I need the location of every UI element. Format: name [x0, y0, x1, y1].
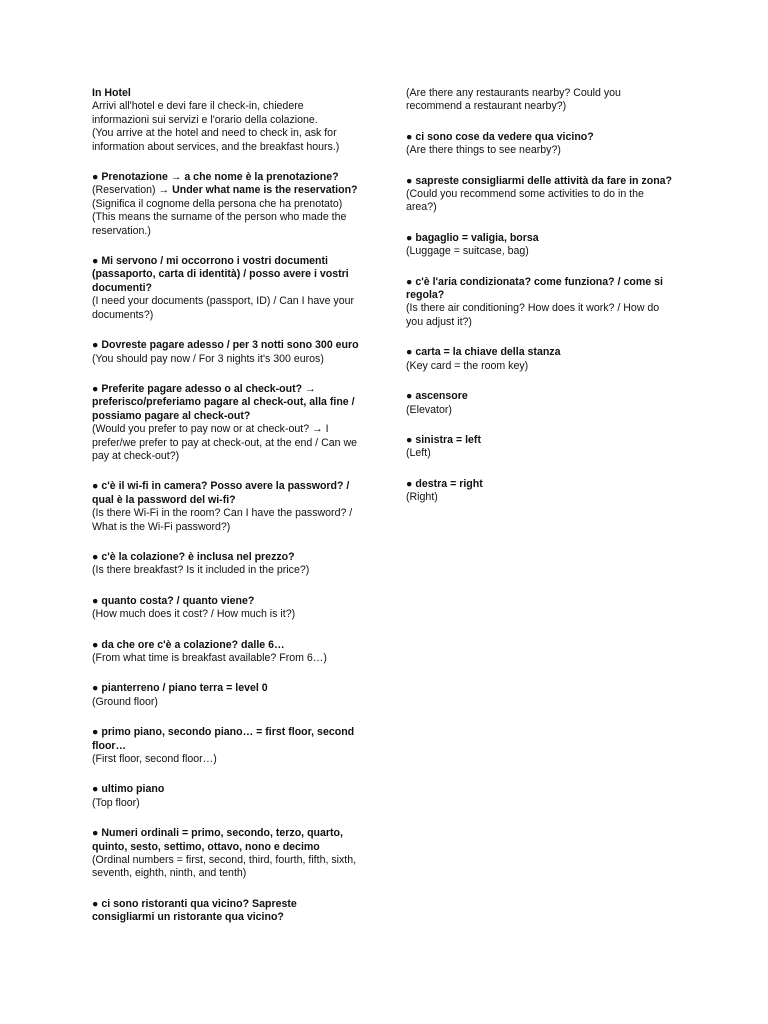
list-item [92, 595, 360, 622]
phrase-italian: ● Numeri ordinali = primo, secondo, terzo, quarto, quinto, sesto, settimo, ottavo, nono e decimo [92, 827, 343, 853]
phrase-italian: ● c'è la colazione? è inclusa nel prezzo? [92, 550, 295, 563]
list-item [406, 346, 676, 373]
list-item [92, 480, 360, 534]
list-item [92, 551, 360, 578]
list-item [406, 434, 676, 461]
reservation-english [92, 184, 360, 197]
list-item [92, 783, 360, 810]
list-item [406, 478, 676, 505]
phrase-english: (Are there things to see nearby?) [406, 144, 561, 157]
right-column [406, 87, 676, 522]
phrase-italian: ● ci sono cose da vedere qua vicino? [406, 130, 594, 143]
phrase-italian: ● destra = right [406, 477, 483, 490]
list-item [92, 682, 360, 709]
phrase-english: (Top floor) [92, 796, 140, 809]
phrase-italian: ● ci sono ristoranti qua vicino? Sapreste consigliarmi un ristorante qua vicino? [92, 897, 297, 924]
phrase-english: (Key card = the room key) [406, 359, 529, 372]
phrase-english: (Elevator) [406, 403, 452, 416]
phrase-italian: ● sinistra = left [406, 433, 481, 446]
phrase-italian: ● sapreste consigliarmi delle attività da fare in zona? [406, 174, 673, 187]
phrase-italian: ● Dovreste pagare adesso / per 3 notti sono 300 euro [92, 339, 359, 352]
phrase-english: (Ground floor) [92, 695, 158, 708]
phrase-italian: ● bagaglio = valigia, borsa [406, 231, 539, 244]
phrase-italian: ● c'è il wi-fi in camera? Posso avere la password? / qual è la password del wi-fi? [92, 480, 350, 506]
list-item [92, 255, 360, 322]
list-item [92, 827, 360, 881]
list-item [406, 175, 676, 215]
list-item [406, 276, 676, 330]
list-item [406, 131, 676, 158]
phrase-english: (Left) [406, 447, 431, 460]
list-item [92, 383, 360, 463]
phrase-italian: ● quanto costa? / quanto viene? [92, 594, 255, 607]
phrase-english: (Would you prefer to pay now or at check-out? → I prefer/we prefer to pay at check-out, at the end / Can we pay at check-out?) [92, 423, 357, 462]
reservation-italian: ● Prenotazione → a che nome è la prenotazione? [92, 171, 339, 184]
phrase-english: (Is there breakfast? Is it included in the price?) [92, 564, 310, 577]
list-item [406, 390, 676, 417]
list-item [92, 726, 360, 766]
phrase-italian: ● ascensore [406, 390, 468, 403]
phrase-english: (Could you recommend some activities to do in the area?) [406, 188, 644, 214]
phrase-english: (Are there any restaurants nearby? Could you recommend a restaurant nearby?) [406, 87, 621, 113]
left-column [92, 87, 360, 942]
list-item [92, 898, 360, 925]
phrase-italian: ● Preferite pagare adesso o al check-out? → preferisco/preferiamo pagare al check-out, alla fine / possiamo pagare al check-out? [92, 382, 355, 422]
list-item [92, 339, 360, 366]
phrase-english: (I need your documents (passport, ID) / Can I have your documents?) [92, 295, 355, 321]
phrase-english: (Luggage = suitcase, bag) [406, 245, 529, 258]
phrase-english: (First floor, second floor…) [92, 753, 217, 766]
phrase-italian: ● da che ore c'è a colazione? dalle 6… [92, 638, 285, 651]
phrase-italian: ● ultimo piano [92, 783, 165, 796]
phrase-italian: ● c'è l'aria condizionata? come funziona? / come si regola? [406, 275, 663, 302]
intro-italian: Arrivi all'hotel e devi fare il check-in, chiedere informazioni sui servizi e l'orario della colazione. [92, 100, 318, 126]
phrase-english: (From what time is breakfast available? From 6…) [92, 652, 327, 664]
reservation-note-italian: (Significa il cognome della persona che ha prenotato) [92, 197, 343, 210]
phrase-english: (Is there air conditioning? How does it work? / How do you adjust it?) [406, 302, 660, 328]
reservation-english-prefix: (Reservation) → [92, 184, 173, 197]
intro-english: (You arrive at the hotel and need to check in, ask for information about services, and the breakfast hours.) [92, 127, 340, 153]
list-item [92, 639, 360, 666]
phrase-english: (You should pay now / For 3 nights it's 300 euros) [92, 352, 324, 365]
reservation-block [92, 171, 360, 238]
list-item [406, 232, 676, 259]
phrase-english: (Right) [406, 491, 438, 504]
reservation-english-bold: Under what name is the reservation? [172, 184, 358, 197]
phrase-italian: ● pianterreno / piano terra = level 0 [92, 682, 268, 695]
phrase-english: (How much does it cost? / How much is it?) [92, 608, 296, 621]
document-title: In Hotel [92, 87, 131, 99]
phrase-italian: ● Mi servono / mi occorrono i vostri documenti (passaporto, carta di identità) / posso avere i vostri documenti? [92, 255, 349, 294]
phrase-english: (Ordinal numbers = first, second, third, fourth, fifth, sixth, seventh, eighth, ninth, and tenth) [92, 854, 357, 880]
phrase-italian: ● carta = la chiave della stanza [406, 346, 561, 359]
intro-block [92, 87, 360, 154]
list-item-continued [406, 87, 676, 114]
phrase-italian: ● primo piano, secondo piano… = first floor, second floor… [92, 726, 355, 752]
phrase-english: (Is there Wi-Fi in the room? Can I have the password? / What is the Wi-Fi password?) [92, 507, 353, 533]
reservation-note-english: (This means the surname of the person who made the reservation.) [92, 211, 347, 237]
